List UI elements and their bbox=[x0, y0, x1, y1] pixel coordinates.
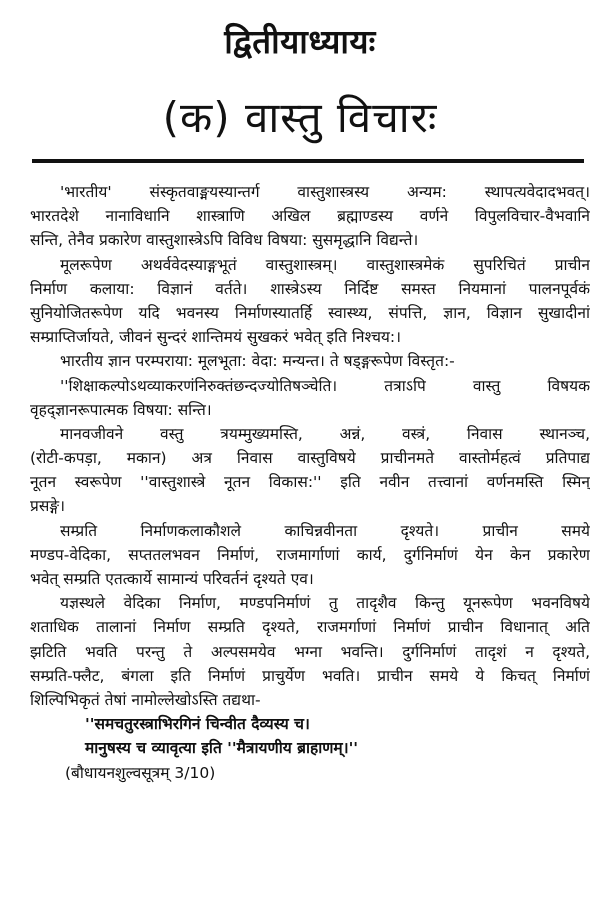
text-line: भवेत् सम्प्रति एतत्कार्ये सामान्यं परिवर्तनं दृश्यते एव। bbox=[30, 570, 314, 588]
text-line: ''शिक्षाकल्पोऽथव्याकरणंनिरुक्तंछन्दज्योतिषञ्चेति। तत्राऽपि वास्तु विषयक bbox=[60, 376, 590, 395]
text-line: भारतीय ज्ञान परम्पराया: मूलभूता: वेदा: मन्यन्त। ते षड्ङ्गरूपेण विस्तृत:- bbox=[60, 352, 455, 371]
text-line: सन्ति, तेनैव प्रकारेण वास्तुशास्त्रेऽपि विविध विषया: सुसमृद्धानि विद्यन्ते। bbox=[30, 231, 419, 250]
text-line: मूलरूपेण अथर्ववेदस्याङ्गभूतं वास्तुशास्त्रम्। वास्तुशास्त्रमेकं सुपरिचितं प्राचीन bbox=[60, 255, 590, 274]
text-line: सम्प्रति-फ्लैट, बंगला इति निर्माणं प्राचुर्येण भवति। प्राचीन समये ये किचत् निर्माणं bbox=[30, 666, 590, 685]
text-line: 'भारतीय' संस्कृतवाङ्मयस्यान्तर्ग वास्तुशास्त्रस्य अन्यम: स्थापत्यवेदादभवत्। bbox=[60, 183, 590, 201]
text-line: प्रसङ्गे। bbox=[30, 497, 65, 516]
text-line: वृहद्ज्ञानरूपात्मक विषया: सन्ति। bbox=[30, 400, 212, 419]
text-line: (रोटी-कपड़ा, मकान) अत्र निवास वास्तुविषये प्राचीनमते वास्तोर्महत्वं प्रतिपाद्य bbox=[30, 449, 590, 468]
title-divider bbox=[32, 159, 584, 163]
text-line: शिल्पिभिकृतं तेषां नामोल्लेखोऽस्ति तद्यथा- bbox=[30, 690, 261, 709]
chapter-title: द्वितीयाध्यायः bbox=[224, 22, 376, 61]
text-line: शताधिक तालानां निर्माण सम्प्रति दृश्यते, राजमर्गाणां निर्माणं प्राचीन विधानात् अति bbox=[30, 618, 590, 637]
text-line: सम्प्राप्तिर्जायते, जीवनं सुन्दरं शान्तिमयं सुखकरं भवेत् इति निश्चय:। bbox=[30, 328, 401, 347]
text-line: मण्डप-वेदिका, सप्ततलभवन निर्माणं, राजमार्गाणां कार्य, दुर्गनिर्माणं येन केन प्रकारेण bbox=[30, 545, 590, 564]
text-line: निर्माण कलाया: विज्ञानं वर्तते। शास्त्रेऽस्य निर्दिष्ट समस्त नियमानां पालनपूर्वकं bbox=[30, 279, 590, 298]
text-line: मानवजीवने वस्तु त्रयम्मुख्यमस्ति, अन्नं, वस्त्रं, निवास स्थानञ्च, bbox=[60, 424, 590, 443]
verse-line: ''समचतुरस्त्राभिरगिनं चिन्वीत दैव्यस्य च। bbox=[85, 715, 310, 734]
body-text bbox=[30, 180, 590, 785]
text-line: यज्ञस्थले वेदिका निर्माण, मण्डपनिर्माणं तु तादृशैव किन्तु यूनरूपेण भवनविषये bbox=[60, 594, 590, 613]
text-line: सुनियोजितरूपेण यदि भवनस्य निर्माणस्यातर्हि स्वास्थ्य, संपत्ति, ज्ञान, विज्ञान सुखादीनां bbox=[30, 303, 590, 322]
text-line: भारतदेशे नानाविधानि शास्त्राणि अखिल ब्रह्माण्डस्य वर्णने विपुलविचार-वैभवानि bbox=[30, 207, 590, 226]
text-line: नूतन स्वरूपेण ''वास्तुशास्त्रे नूतन विकास:'' इति नवीन तत्त्वानां वर्णनमस्ति स्मिन् bbox=[30, 473, 590, 492]
section-title: (क) वास्तु विचारः bbox=[162, 93, 438, 142]
citation: (बौधायनशुल्वसूत्रम् 3/10) bbox=[65, 763, 216, 782]
text-line: सम्प्रति निर्माणकलाकौशले काचिन्नवीनता दृश्यते। प्राचीन समये bbox=[60, 521, 590, 540]
text-line: झटिति भवति परन्तु ते अल्पसमयेव भग्ना भवन्ति। दुर्गनिर्माणं तादृशं न दृश्यते, bbox=[30, 642, 590, 661]
verse-line: मानुषस्य च व्यावृत्या इति ''मैत्रायणीय ब्राहाणम्।'' bbox=[85, 739, 359, 758]
